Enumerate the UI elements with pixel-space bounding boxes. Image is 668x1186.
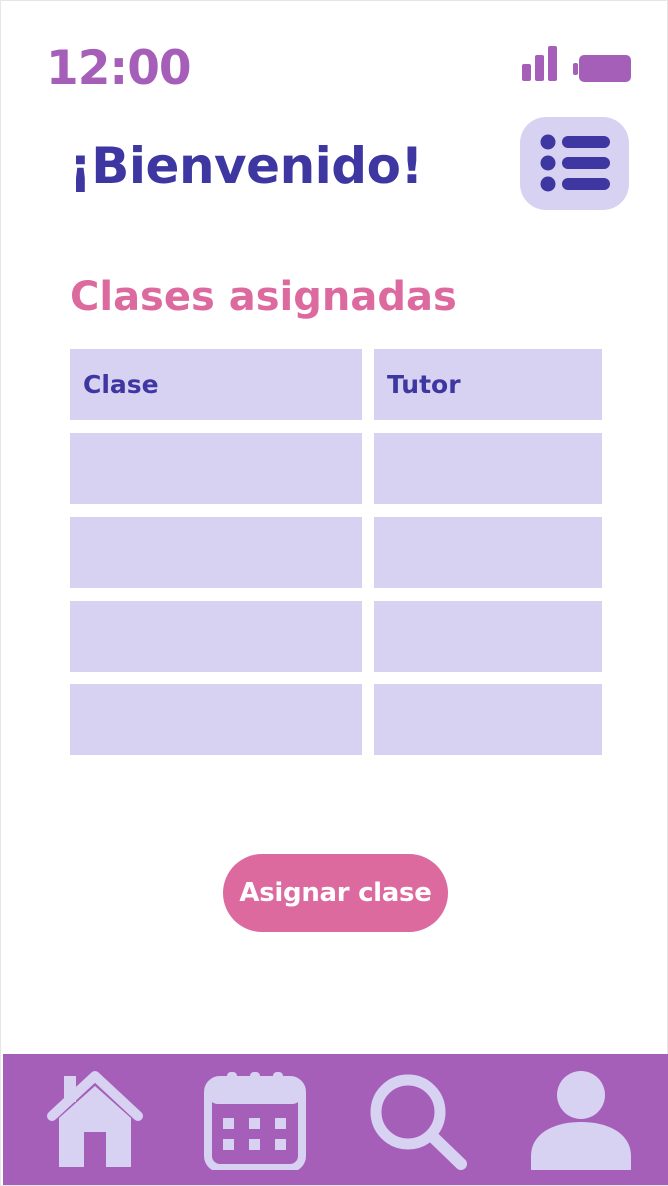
table-cell-tutor[interactable] bbox=[374, 433, 602, 504]
battery-icon bbox=[573, 55, 633, 83]
table-cell-class[interactable] bbox=[70, 684, 362, 755]
column-header-tutor: Tutor bbox=[374, 349, 602, 420]
profile-icon[interactable] bbox=[529, 1070, 633, 1172]
table-cell-class[interactable] bbox=[70, 517, 362, 588]
signal-icon bbox=[521, 46, 559, 82]
table-cell-tutor[interactable] bbox=[374, 601, 602, 672]
table-cell-class[interactable] bbox=[70, 433, 362, 504]
assign-class-button[interactable]: Asignar clase bbox=[223, 854, 448, 932]
section-title: Clases asignadas bbox=[70, 274, 457, 320]
table-cell-tutor[interactable] bbox=[374, 517, 602, 588]
menu-button[interactable] bbox=[520, 117, 629, 210]
calendar-icon[interactable] bbox=[203, 1070, 307, 1170]
search-icon[interactable] bbox=[367, 1072, 471, 1172]
home-icon[interactable] bbox=[46, 1068, 144, 1168]
table-cell-tutor[interactable] bbox=[374, 684, 602, 755]
table-cell-class[interactable] bbox=[70, 601, 362, 672]
column-header-clase: Clase bbox=[70, 349, 362, 420]
bottom-nav bbox=[3, 1054, 668, 1185]
status-time: 12:00 bbox=[46, 41, 191, 96]
list-menu-icon bbox=[538, 133, 612, 193]
page-title: ¡Bienvenido! bbox=[69, 137, 423, 195]
